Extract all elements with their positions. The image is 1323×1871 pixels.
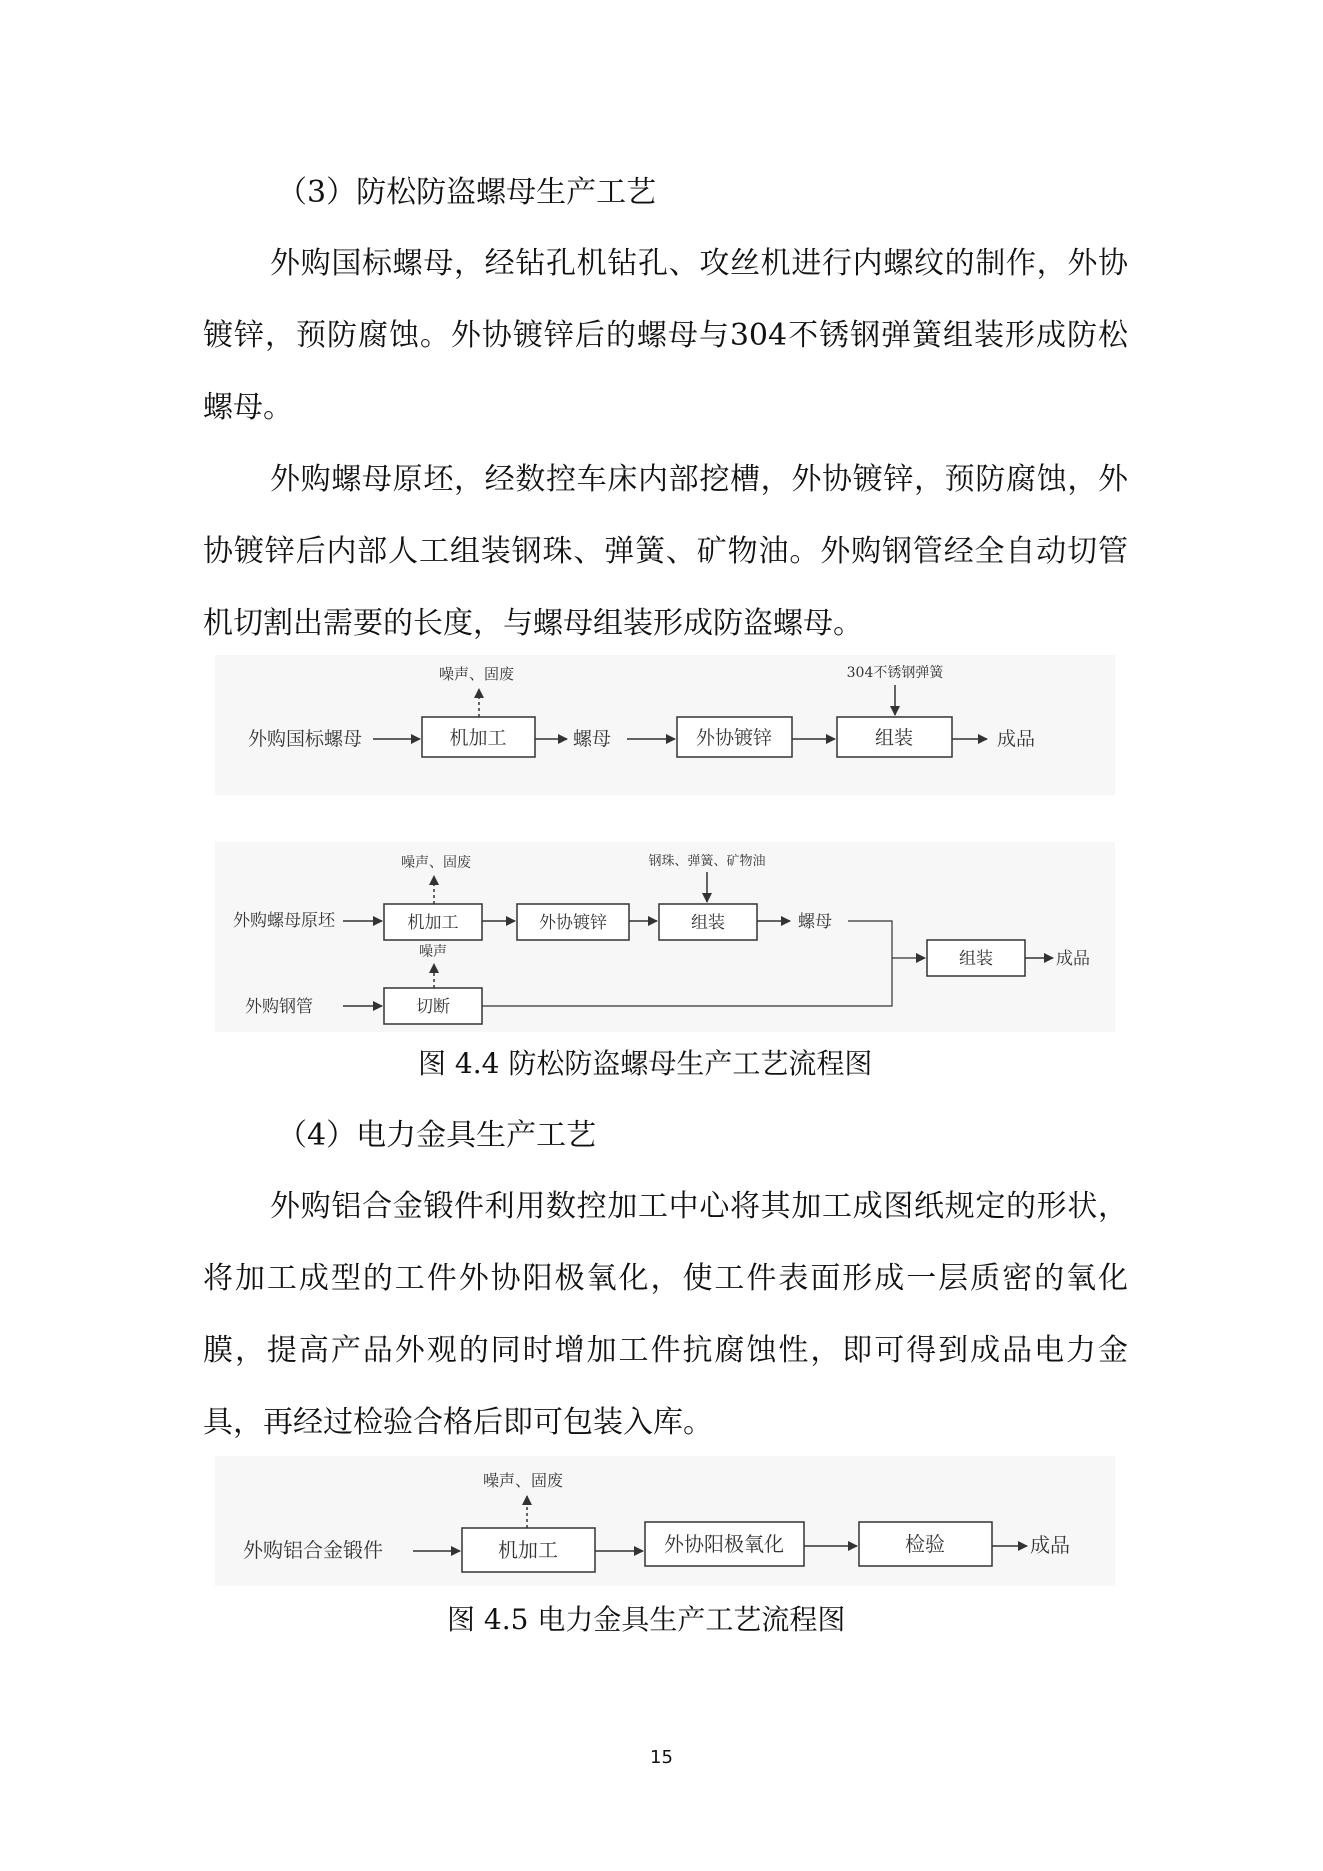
section-3-paragraph-1: 外购国标螺母，经钻孔机钻孔、攻丝机进行内螺纹的制作，外协镀锌，预防腐蚀。外协镀锌后的螺母与304不锈钢弹簧组装形成防松螺母。 [203, 246, 1128, 425]
fig44b-additive-label: 钢珠、弹簧、矿物油 [648, 854, 766, 869]
fig44b-emission1-label: 噪声、固废 [401, 855, 471, 871]
fig45-input-label: 外购铝合金锻件 [243, 1538, 383, 1562]
fig44a-additive-label: 304不锈钢弹簧 [846, 665, 944, 681]
fig44a-output-label: 成品 [997, 728, 1036, 750]
fig44b-cut-label: 切断 [416, 997, 450, 1017]
section-3-paragraph-2: 外购螺母原坯，经数控车床内部挖槽，外协镀锌，预防腐蚀，外协镀锌后内部人工组装钢珠、弹簧、矿物油。外购钢管经全自动切管机切割出需要的长度，与螺母组装形成防盗螺母。 [203, 462, 1128, 641]
flowchart-4-5 [215, 1456, 1115, 1586]
fig44b-input2-label: 外购钢管 [245, 997, 313, 1017]
fig45-output-label: 成品 [1030, 1533, 1070, 1557]
figure-4-4-caption: 图 4.4 防松防盗螺母生产工艺流程图 [418, 1047, 873, 1080]
fig45-step2-label: 外协阳极氧化 [664, 1532, 784, 1556]
section-4-paragraph-1: 外购铝合金锻件利用数控加工中心将其加工成图纸规定的形状，将加工成型的工件外协阳极氧化，使工件表面形成一层质密的氧化膜，提高产品外观的同时增加工件抗腐蚀性，即可得到成品电力金具，再经过检验合格后即可包装入库。 [203, 1189, 1128, 1440]
section-4-heading: （4）电力金具生产工艺 [277, 1118, 597, 1153]
fig44b-mid-label: 螺母 [798, 912, 832, 932]
section-3-heading: （3）防松防盗螺母生产工艺 [277, 175, 657, 210]
fig44a-step1-label: 机加工 [449, 727, 507, 749]
fig45-emission-label: 噪声、固废 [483, 1471, 564, 1490]
fig44a-step2-label: 外协镀锌 [695, 727, 773, 749]
fig44b-final-label: 组装 [959, 949, 993, 969]
fig44b-step3-label: 组装 [691, 913, 725, 933]
flowchart-4-4-a [215, 655, 1115, 795]
page-number: 15 [650, 1747, 673, 1768]
fig44a-input-label: 外购国标螺母 [248, 728, 363, 750]
fig44b-step2-label: 外协镀锌 [539, 913, 607, 933]
fig44b-step1-label: 机加工 [407, 913, 459, 933]
flowchart-4-4-b [215, 842, 1115, 1032]
fig44a-emission-label: 噪声、固废 [439, 665, 515, 683]
fig44b-input1-label: 外购螺母原坯 [233, 911, 335, 931]
fig44a-mid-label: 螺母 [573, 728, 612, 750]
figure-4-5-caption: 图 4.5 电力金具生产工艺流程图 [447, 1603, 846, 1636]
fig44b-output-label: 成品 [1056, 949, 1090, 969]
fig44a-step3-label: 组装 [874, 727, 914, 749]
fig45-step3-label: 检验 [905, 1532, 945, 1556]
fig44b-emission2-label: 噪声 [419, 944, 447, 960]
fig45-step1-label: 机加工 [498, 1538, 558, 1562]
